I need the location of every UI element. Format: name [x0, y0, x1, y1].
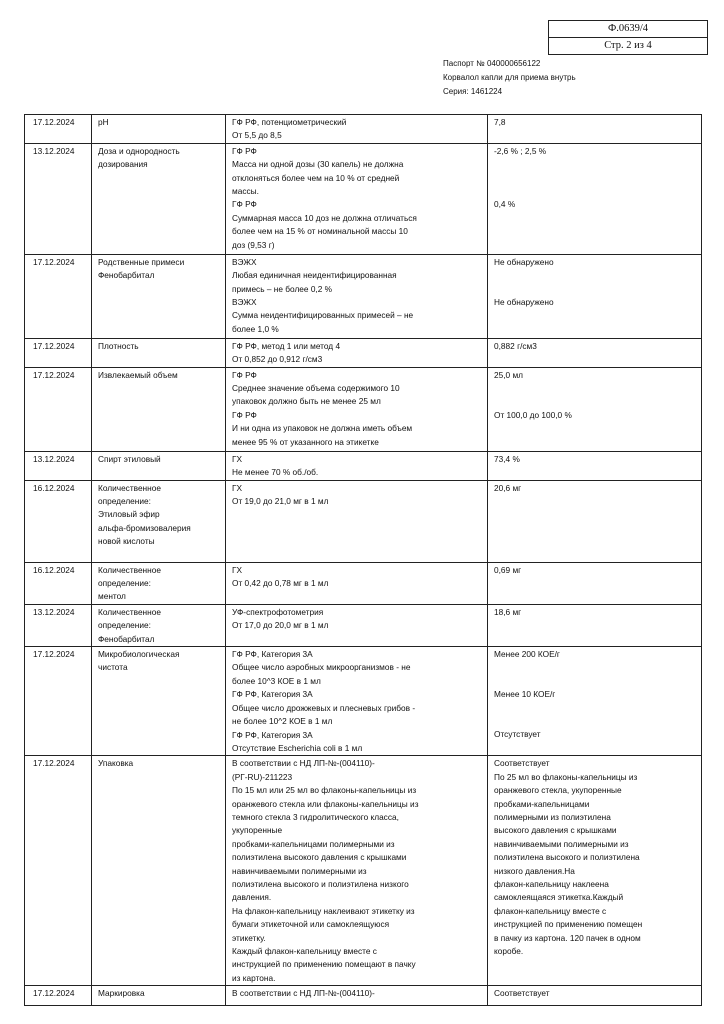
- test-requirement-line: ГФ РФ: [232, 409, 257, 420]
- test-requirement-line: ГФ РФ, метод 1 или метод 4: [232, 340, 341, 351]
- test-result-line: 20,6 мг: [494, 482, 522, 493]
- test-result-line: [494, 269, 696, 282]
- test-parameter: [92, 451, 226, 480]
- test-parameter: [92, 367, 226, 451]
- test-date: 17.12.2024: [25, 986, 92, 1006]
- table-row: [25, 480, 702, 562]
- test-requirement: [226, 604, 488, 646]
- test-parameter-line: Количественное: [98, 482, 161, 493]
- test-result-line: Соответствует: [494, 988, 550, 999]
- test-requirement-line: Общее число дрожжевых и плесневых грибов -: [232, 702, 416, 713]
- test-requirement-line: Отсутствие Escherichia coli в 1 мл: [232, 742, 363, 753]
- test-result-line: полиэтилена высокого и полиэтилена: [494, 852, 640, 863]
- test-parameter-line: определение:: [98, 496, 151, 507]
- test-parameter: [92, 143, 226, 254]
- test-parameter-line: Упаковка: [98, 758, 134, 769]
- test-date: 17.12.2024: [25, 647, 92, 756]
- test-requirement-line: бумаги этикеточной или самоклеящуюся: [232, 919, 390, 930]
- test-date: 17.12.2024: [25, 254, 92, 338]
- test-parameter: [92, 562, 226, 604]
- test-result-line: высокого давления с крышками: [494, 825, 617, 836]
- test-result-line: оранжевого стекла, укупоренные: [494, 785, 622, 796]
- test-requirement-line: ГФ РФ: [232, 199, 257, 210]
- test-result-line: [494, 715, 696, 728]
- test-requirement-line: Среднее значение объема содержимого 10: [232, 383, 400, 394]
- test-result: [488, 480, 702, 562]
- test-requirement-line: Сумма неидентифицированных примесей – не: [232, 310, 414, 321]
- test-requirement-line: В соответствии с НД ЛП-№-(004110)-: [232, 988, 375, 999]
- test-requirement-line: доз (9,53 г): [232, 239, 275, 250]
- passport-header: [443, 57, 576, 99]
- test-requirement-line: упаковок должно быть не менее 25 мл: [232, 396, 381, 407]
- table-row: [25, 254, 702, 338]
- test-requirement-line: более 1,0 %: [232, 323, 279, 334]
- test-requirement: [226, 254, 488, 338]
- table-row: [25, 115, 702, 144]
- test-requirement-line: Общее число аэробных микроорганизмов - не: [232, 662, 411, 673]
- test-parameter-line: чистота: [98, 662, 128, 673]
- test-parameter-line: pH: [98, 117, 109, 127]
- test-result: [488, 143, 702, 254]
- test-requirement-line: ГФ РФ, Категория 3А: [232, 649, 313, 660]
- test-result-line: -2,6 % ; 2,5 %: [494, 145, 547, 156]
- table-row: [25, 756, 702, 986]
- test-parameter: [92, 338, 226, 367]
- product-name: Корвалол капли для приема внутрь: [443, 73, 576, 82]
- test-result-line: Менее 10 КОЕ/г: [494, 689, 556, 700]
- test-requirement-line: Масса ни одной дозы (30 капель) не должна: [232, 159, 404, 170]
- test-results-table: [24, 114, 702, 1006]
- test-date: 13.12.2024: [25, 604, 92, 646]
- test-requirement: [226, 115, 488, 144]
- table-row: [25, 986, 702, 1006]
- test-requirement-line: ГФ РФ, потенциометрический: [232, 117, 347, 127]
- test-date: 16.12.2024: [25, 562, 92, 604]
- test-result-line: [494, 702, 696, 715]
- test-date: 17.12.2024: [25, 367, 92, 451]
- test-requirement-line: этикетку.: [232, 932, 266, 943]
- form-stamp: [548, 20, 708, 55]
- test-date: 13.12.2024: [25, 143, 92, 254]
- test-requirement-line: массы.: [232, 186, 259, 197]
- table-row: [25, 451, 702, 480]
- test-result-line: 18,6 мг: [494, 606, 522, 617]
- test-requirement-line: примесь – не более 0,2 %: [232, 283, 333, 294]
- series-number: Серия: 1461224: [443, 87, 503, 96]
- table-row: [25, 604, 702, 646]
- test-parameter-line: Количественное: [98, 564, 161, 575]
- test-date: 16.12.2024: [25, 480, 92, 562]
- test-requirement-line: из картона.: [232, 972, 276, 983]
- test-requirement-line: От 19,0 до 21,0 мг в 1 мл: [232, 496, 329, 507]
- test-requirement-line: ВЭЖХ: [232, 297, 257, 308]
- test-parameter-line: Родственные примеси: [98, 256, 185, 267]
- test-requirement-line: ГХ: [232, 564, 243, 575]
- test-requirement-line: полиэтилена высокого и полиэтилена низкого: [232, 878, 409, 889]
- test-requirement-line: темного стекла 3 гидролитического класса,: [232, 811, 399, 822]
- test-result-line: [494, 185, 696, 198]
- test-result-line: 73,4 %: [494, 453, 520, 464]
- test-requirement-line: более 10^3 КОЕ в 1 мл: [232, 675, 321, 686]
- test-requirement: [226, 756, 488, 986]
- test-requirement: [226, 647, 488, 756]
- test-requirement-line: ГХ: [232, 482, 243, 493]
- test-result-line: [494, 283, 696, 296]
- test-parameter-line: новой кислоты: [98, 536, 155, 547]
- test-requirement-line: полиэтилена высокого давления с крышками: [232, 852, 407, 863]
- test-parameter: [92, 115, 226, 144]
- test-requirement-line: УФ-спектрофотометрия: [232, 606, 324, 617]
- page-number: Стр. 2 из 4: [549, 37, 707, 54]
- test-requirement: [226, 562, 488, 604]
- test-result-line: Не обнаружено: [494, 256, 554, 267]
- test-parameter: [92, 604, 226, 646]
- test-parameter: [92, 756, 226, 986]
- test-parameter-line: Извлекаемый объем: [98, 369, 178, 380]
- test-parameter-line: Плотность: [98, 340, 139, 351]
- test-requirement-line: оранжевого стекла или флаконы-капельницы из: [232, 798, 419, 809]
- test-result-line: [494, 158, 696, 171]
- test-requirement-line: (РГ-RU)-211223: [232, 771, 293, 782]
- test-result-line: [494, 172, 696, 185]
- test-parameter: [92, 647, 226, 756]
- test-requirement-line: Суммарная масса 10 доз не должна отличаться: [232, 212, 417, 223]
- test-requirement: [226, 480, 488, 562]
- test-parameter-line: дозирования: [98, 159, 148, 170]
- test-parameter-line: Этиловый эфир: [98, 509, 160, 520]
- test-date: 17.12.2024: [25, 115, 92, 144]
- test-requirement-line: ГФ РФ, Категория 3А: [232, 689, 313, 700]
- test-requirement-line: пробками-капельницами полимерными из: [232, 838, 395, 849]
- test-result-line: 25,0 мл: [494, 369, 523, 380]
- test-result-line: в пачку из картона. 120 пачек в одном: [494, 932, 641, 943]
- test-parameter-line: альфа-бромизовалерия: [98, 522, 191, 533]
- test-parameter-line: определение:: [98, 578, 151, 589]
- test-requirement-line: укупоренные: [232, 825, 283, 836]
- test-result-line: 0,4 %: [494, 199, 516, 210]
- test-requirement-line: Любая единичная неидентифицированная: [232, 270, 397, 281]
- test-requirement-line: давления.: [232, 892, 272, 903]
- test-result-line: Менее 200 КОЕ/г: [494, 649, 560, 660]
- test-result: [488, 562, 702, 604]
- test-result-line: флакон-капельницу вместе с: [494, 905, 607, 916]
- test-result-line: низкого давления.На: [494, 865, 575, 876]
- test-requirement-line: навинчиваемыми полимерными из: [232, 865, 367, 876]
- test-result-line: Соответствует: [494, 758, 550, 769]
- test-parameter-line: Количественное: [98, 606, 161, 617]
- test-requirement-line: И ни одна из упаковок не должна иметь объем: [232, 423, 413, 434]
- test-result: [488, 338, 702, 367]
- test-parameter-line: Спирт этиловый: [98, 453, 161, 464]
- test-parameter-line: Фенобарбитал: [98, 270, 155, 281]
- test-requirement-line: От 0,852 до 0,912 г/см3: [232, 354, 323, 365]
- test-result-line: [494, 661, 696, 674]
- form-code: Ф.0639/4: [607, 23, 649, 34]
- test-requirement-line: Не менее 70 % об./об.: [232, 467, 319, 478]
- test-requirement-line: ГФ РФ: [232, 369, 257, 380]
- test-result-line: флакон-капельницу наклеена: [494, 878, 609, 889]
- test-parameter-line: определение:: [98, 620, 151, 631]
- test-parameter: [92, 986, 226, 1006]
- table-row: [25, 143, 702, 254]
- test-result-line: Отсутствует: [494, 729, 541, 740]
- test-result: [488, 254, 702, 338]
- test-result-line: 0,882 г/см3: [494, 340, 537, 351]
- test-result-line: [494, 675, 696, 688]
- test-requirement-line: отклоняться более чем на 10 % от средней: [232, 172, 400, 183]
- table-row: [25, 562, 702, 604]
- test-requirement: [226, 986, 488, 1006]
- test-result-line: [494, 395, 696, 408]
- test-result-line: От 100,0 до 100,0 %: [494, 409, 572, 420]
- test-requirement-line: ВЭЖХ: [232, 256, 257, 267]
- test-result: [488, 604, 702, 646]
- test-requirement: [226, 338, 488, 367]
- test-result: [488, 986, 702, 1006]
- test-result-line: полимерными из полиэтилена: [494, 811, 611, 822]
- passport-number: Паспорт № 040000656122: [443, 59, 541, 68]
- test-parameter: [92, 480, 226, 562]
- test-requirement-line: ГФ РФ: [232, 145, 257, 156]
- test-result-line: [494, 382, 696, 395]
- test-result-line: 7,8: [494, 117, 506, 127]
- test-parameter-line: Фенобарбитал: [98, 633, 155, 644]
- test-result-line: По 25 мл во флаконы-капельницы из: [494, 771, 638, 782]
- test-requirement: [226, 451, 488, 480]
- table-row: [25, 338, 702, 367]
- test-result-line: коробе.: [494, 946, 524, 956]
- test-result-line: пробками-капельницами: [494, 798, 590, 809]
- test-requirement-line: По 15 мл или 25 мл во флаконы-капельницы из: [232, 785, 417, 796]
- test-requirement-line: инструкцией по применению помещают в пачку: [232, 959, 416, 970]
- test-result-line: инструкцией по применению помещен: [494, 919, 643, 930]
- test-requirement-line: менее 95 % от указанного на этикетке: [232, 436, 379, 447]
- test-result: [488, 451, 702, 480]
- test-date: 17.12.2024: [25, 338, 92, 367]
- test-result: [488, 367, 702, 451]
- test-parameter: [92, 254, 226, 338]
- test-date: 17.12.2024: [25, 756, 92, 986]
- test-parameter-line: Доза и однородность: [98, 145, 180, 156]
- test-parameter-line: Микробиологическая: [98, 649, 180, 660]
- test-requirement-line: ГХ: [232, 453, 243, 464]
- test-result: [488, 647, 702, 756]
- test-requirement-line: более чем на 15 % от номинальной массы 10: [232, 226, 408, 237]
- table-row: [25, 367, 702, 451]
- test-requirement: [226, 143, 488, 254]
- test-result-line: 0,69 мг: [494, 564, 522, 575]
- test-result-line: навинчиваемыми полимерными из: [494, 838, 629, 849]
- test-requirement-line: Каждый флакон-капельницу вместе с: [232, 946, 377, 956]
- test-requirement-line: не более 10^2 КОЕ в 1 мл: [232, 716, 333, 727]
- test-requirement: [226, 367, 488, 451]
- test-requirement-line: В соответствии с НД ЛП-№-(004110)-: [232, 758, 375, 769]
- test-requirement-line: ГФ РФ, Категория 3А: [232, 729, 313, 740]
- test-requirement-line: От 5,5 до 8,5: [232, 130, 282, 141]
- test-requirement-line: На флакон-капельницу наклеивают этикетку из: [232, 905, 415, 916]
- test-requirement-line: От 0,42 до 0,78 мг в 1 мл: [232, 578, 329, 589]
- test-parameter-line: Маркировка: [98, 988, 145, 999]
- test-result-line: Не обнаружено: [494, 297, 554, 307]
- test-requirement-line: От 17,0 до 20,0 мг в 1 мл: [232, 620, 329, 631]
- test-result: [488, 756, 702, 986]
- test-parameter-line: ментол: [98, 591, 126, 602]
- test-date: 13.12.2024: [25, 451, 92, 480]
- test-result-line: самоклеящаяся этикетка.Каждый: [494, 892, 624, 903]
- test-result: [488, 115, 702, 144]
- table-row: [25, 647, 702, 756]
